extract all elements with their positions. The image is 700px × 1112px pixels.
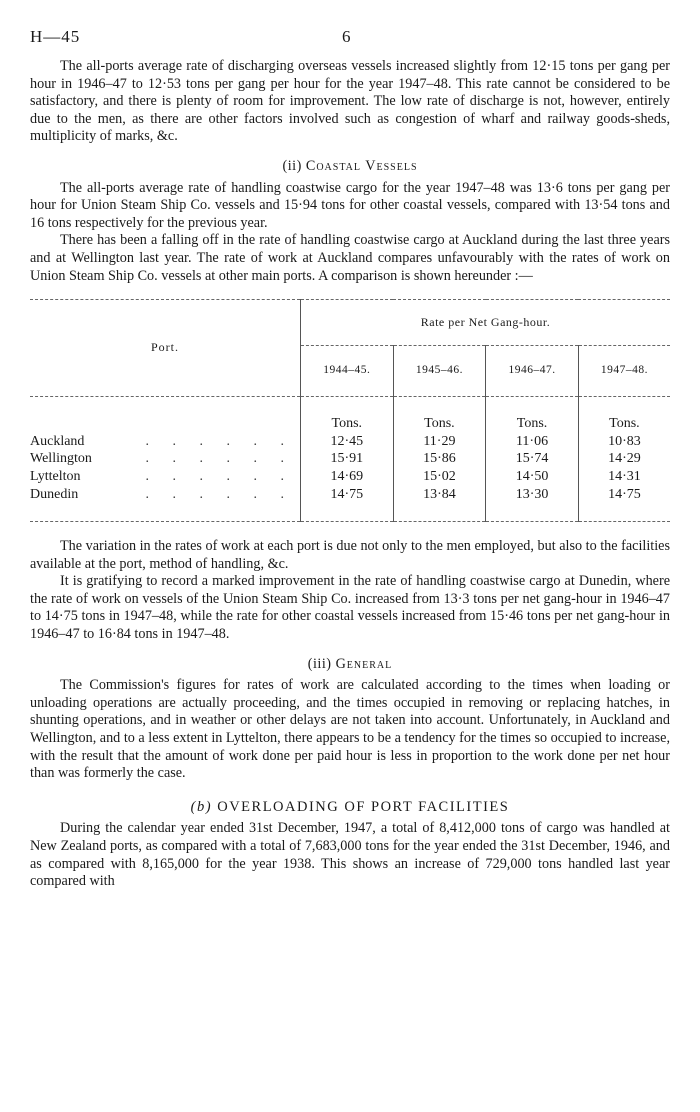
table-header-year: 1945–46. — [393, 345, 486, 397]
rate-value: 10·83 — [608, 433, 641, 449]
rates-comparison-table — [30, 299, 670, 522]
rate-value: 14·75 — [301, 486, 394, 522]
table-unit-label: Tons. — [301, 397, 394, 433]
table-units-row — [30, 397, 670, 433]
dot-leaders: . . . . . . — [145, 433, 294, 449]
rate-value: 13·30 — [486, 486, 579, 522]
table-units-blank — [30, 397, 301, 433]
paragraph-cargo-handled: During the calendar year ended 31st December, 1947, a total of 8,412,000 tons of cargo was handled at New Zealand ports, as compared with a total of 7,683,000 tons for the year ended the 31st December, 1946, and as compared with 8,165,000 for the year 1938. This shows an increase of 729,000 tons handled last year compared with — [30, 820, 670, 890]
port-name: Lyttelton — [30, 468, 81, 484]
table-row — [30, 450, 670, 468]
rate-value: 12·45 — [301, 433, 394, 451]
table-unit-label: Tons. — [393, 397, 486, 433]
dot-leaders: . . . . . . — [145, 486, 294, 502]
section-heading-overloading — [30, 799, 670, 817]
section-heading-coastal-vessels — [30, 158, 670, 176]
section-heading-general — [30, 656, 670, 674]
paragraph-dunedin-improvement: It is gratifying to record a marked improvement in the rate of handling coastwise cargo at Dunedin, where the rate of work on vessels of the Union Steam Ship Co. increased from 13·3 tons per net gang-hour in 1946–47 to 14·75 tons in 1947–48, while the rate for other coastal vessels increased from 15·46 tons per net gang-hour in 1946–47 to 16·84 tons in 1947–48. — [30, 573, 670, 643]
paragraph-coastwise-average: The all-ports average rate of handling coastwise cargo for the year 1947–48 was 13·6 tons per gang per hour for Union Steam Ship Co. vessels and 15·94 tons for other coastal vessels, compared with 13·54 tons and 16 tons respectively for the previous year. — [30, 179, 670, 231]
table-row — [30, 433, 670, 451]
dot-leaders: . . . . . . — [145, 451, 294, 467]
section-heading-letter: (b) — [190, 798, 213, 815]
rate-value: 14·69 — [301, 468, 394, 486]
rate-value: 15·02 — [393, 468, 486, 486]
rate-value: 14·50 — [486, 468, 579, 486]
rate-value: 13·84 — [393, 486, 486, 522]
rate-value: 15·74 — [486, 450, 579, 468]
dot-leaders: . . . . . . — [145, 468, 294, 484]
table-row — [30, 486, 670, 522]
paragraph-commission-figures: The Commission's figures for rates of work are calculated according to the times when loading or unloading operations are actually proceeding, and the times occupied in removing or replacing hatches, in shunting operations, and in weather or other delays are not taken into account. Unfortunately, in Auckland and Wellington, and to a less extent in Lyttelton, there appears to be a tendency for the times so occupied to increase, with the result that the amount of work done per paid hour is less in proportion to the work done per net hour than was formerly the case. — [30, 677, 670, 782]
document-id: H—45 — [30, 27, 81, 46]
section-heading-text: OVERLOADING OF PORT FACILITIES — [212, 798, 510, 815]
document-page — [30, 28, 670, 891]
paragraph-falling-off: There has been a falling off in the rate of handling coastwise cargo at Auckland during the last three years and at Wellington last year. The rate of work at Auckland compares unfavourably with the rates of work on Union Steam Ship Co. vessels at other main ports. A comparison is shown hereunder :— — [30, 232, 670, 284]
section-heading-number: (ii) — [282, 157, 306, 174]
page-header — [30, 28, 670, 58]
table-unit-label: Tons. — [486, 397, 579, 433]
rate-value: 14·75 — [578, 486, 670, 522]
table-unit-label: Tons. — [609, 416, 640, 432]
paragraph-overseas-discharge: The all-ports average rate of discharging overseas vessels increased slightly from 12·15 tons per gang per hour in 1946–47 to 12·53 tons per gang per hour for the year 1947–48. This rate cannot be considered to be satisfactory, and there is plenty of room for improvement. The low rate of discharge is not, however, entirely due to the men, as there are other factors involved such as congestion of wharf and railway goods-sheds, multiplicity of marks, &c. — [30, 58, 670, 145]
table-header-year: 1944–45. — [301, 345, 394, 397]
table-header-year: 1947–48. — [578, 345, 670, 397]
section-heading-number: (iii) — [307, 655, 336, 672]
section-heading-text: Coastal Vessels — [305, 157, 418, 174]
rate-value: 15·91 — [301, 450, 394, 468]
port-name: Auckland — [30, 433, 85, 449]
rate-value: 14·29 — [608, 451, 641, 467]
paragraph-variation: The variation in the rates of work at each port is due not only to the men employed, but also to the facilities available at the port, method of handling, &c. — [30, 538, 670, 572]
table-header-port: Port. — [30, 300, 301, 397]
rate-value: 15·86 — [393, 450, 486, 468]
section-heading-text: General — [335, 655, 393, 672]
port-name: Dunedin — [30, 486, 79, 502]
table-row — [30, 468, 670, 486]
table-header-rate: Rate per Net Gang-hour. — [301, 300, 671, 345]
table-header-year: 1946–47. — [486, 345, 579, 397]
rate-value: 11·29 — [393, 433, 486, 451]
page-number: 6 — [342, 27, 351, 46]
rate-value: 14·31 — [608, 468, 641, 484]
rate-value: 11·06 — [486, 433, 579, 451]
port-name: Wellington — [30, 451, 92, 467]
